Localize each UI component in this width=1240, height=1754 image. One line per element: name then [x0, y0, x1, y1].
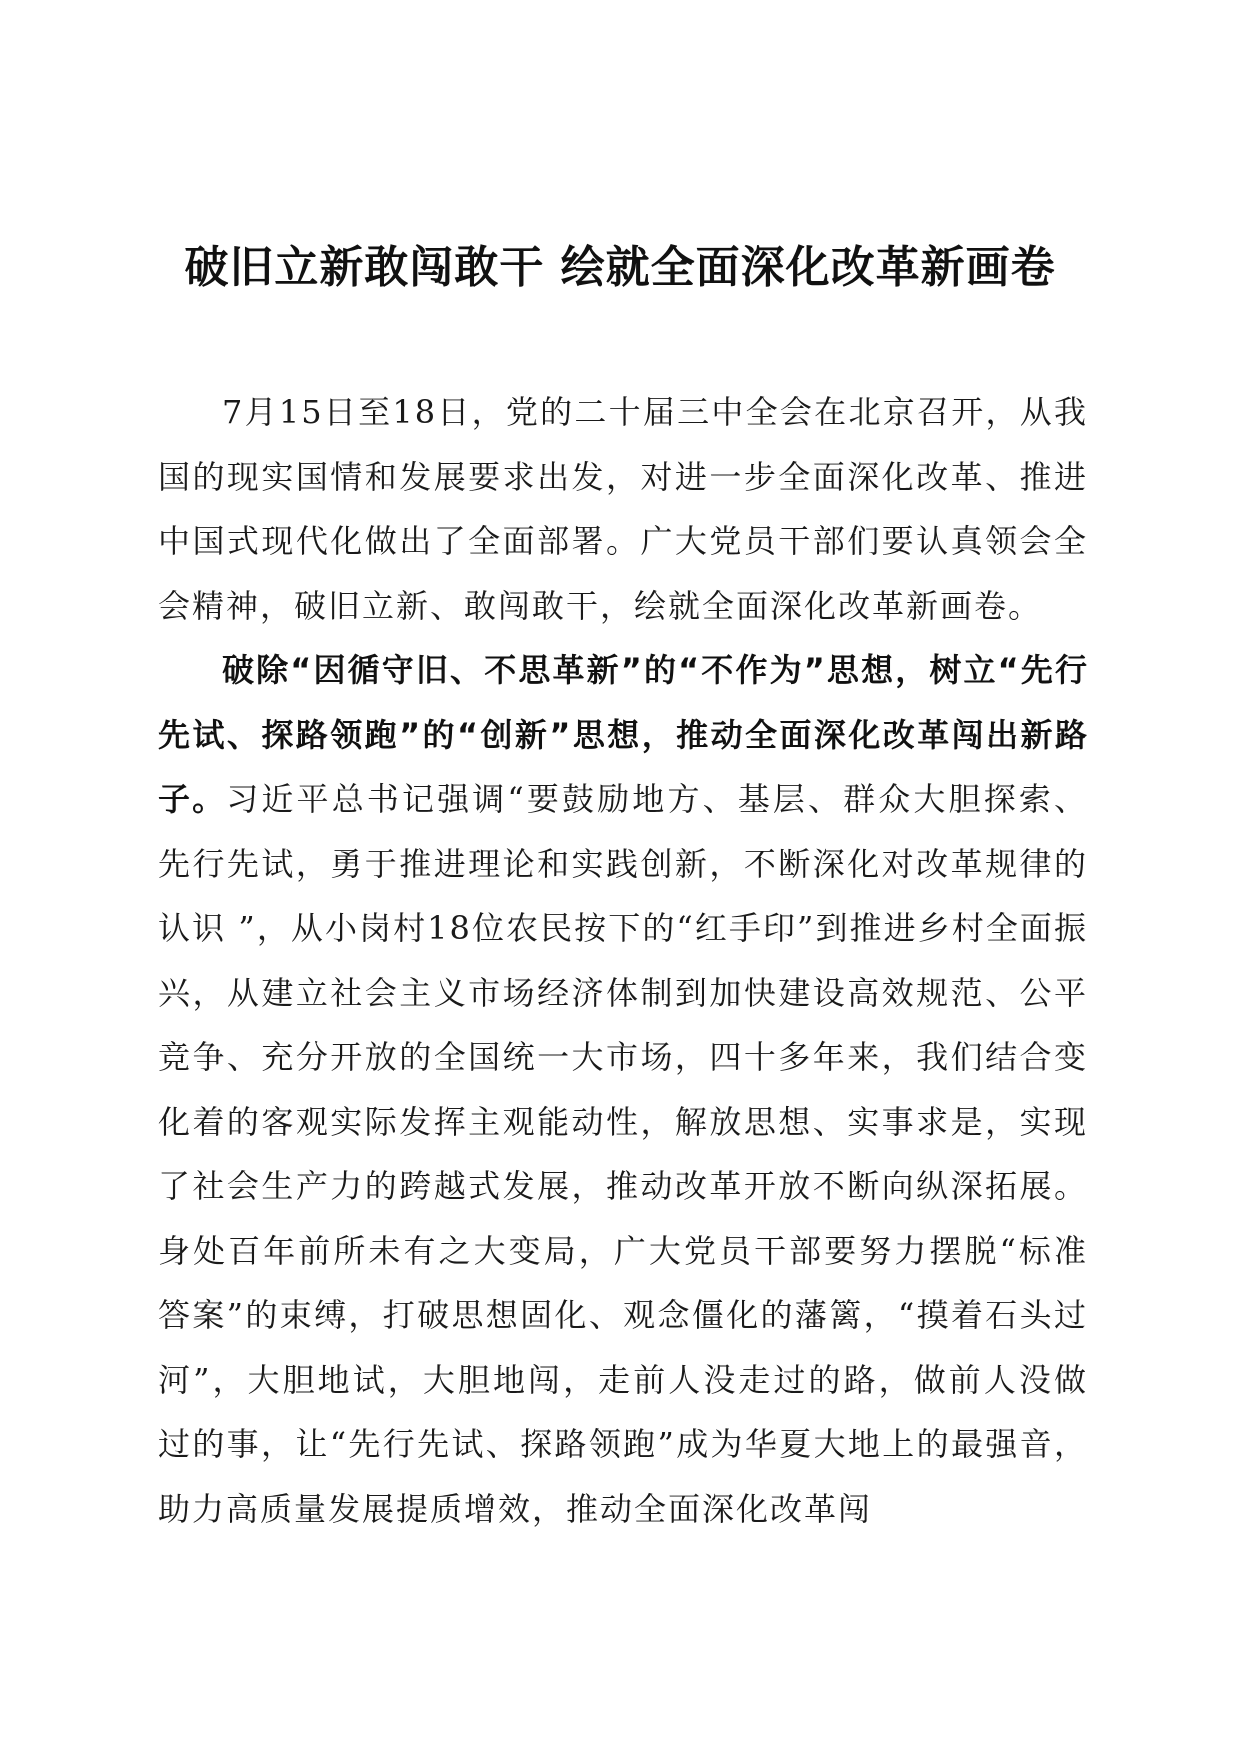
document-body	[158, 380, 1088, 1541]
page-title: 破旧立新敢闯敢干 绘就全面深化改革新画卷	[184, 242, 1056, 293]
paragraph-text: 7月15日至18日，党的二十届三中全会在北京召开，从我国的现实国情和发展要求出发，对进一步全面深化改革、推进中国式现代化做出了全面部署。广大党员干部们要认真领会全会精神，破旧立新、敢闯敢干，绘就全面深化改革新画卷。	[158, 393, 1088, 625]
paragraph-2	[158, 638, 1088, 1541]
paragraph-lead: 破除“因循守旧、不思革新”的“不作为”思想，树立“先行先试、探路领跑”的“创新”思想，推动全面深化改革闯出新路子。	[158, 651, 1088, 818]
paragraph-text: 习近平总书记强调“要鼓励地方、基层、群众大胆探索、先行先试，勇于推进理论和实践创新，不断深化对改革规律的认识 ”，从小岗村18位农民按下的“红手印”到推进乡村全面振兴，从建立社会主义市场经济体制到加快建设高效规范、公平竞争、充分开放的全国统一大市场，四十多年来，我们结合变化着的客观实际发挥主观能动性，解放思想、实事求是，实现了社会生产力的跨越式发展，推动改革开放不断向纵深拓展。身处百年前所未有之大变局，广大党员干部要努力摆脱“标准答案”的束缚，打破思想固化、观念僵化的藩篱，“摸着石头过河”，大胆地试，大胆地闯，走前人没走过的路，做前人没做过的事，让“先行先试、探路领跑”成为华夏大地上的最强音，助力高质量发展提质增效，推动全面深化改革闯	[158, 780, 1088, 1528]
paragraph-1	[158, 380, 1088, 638]
